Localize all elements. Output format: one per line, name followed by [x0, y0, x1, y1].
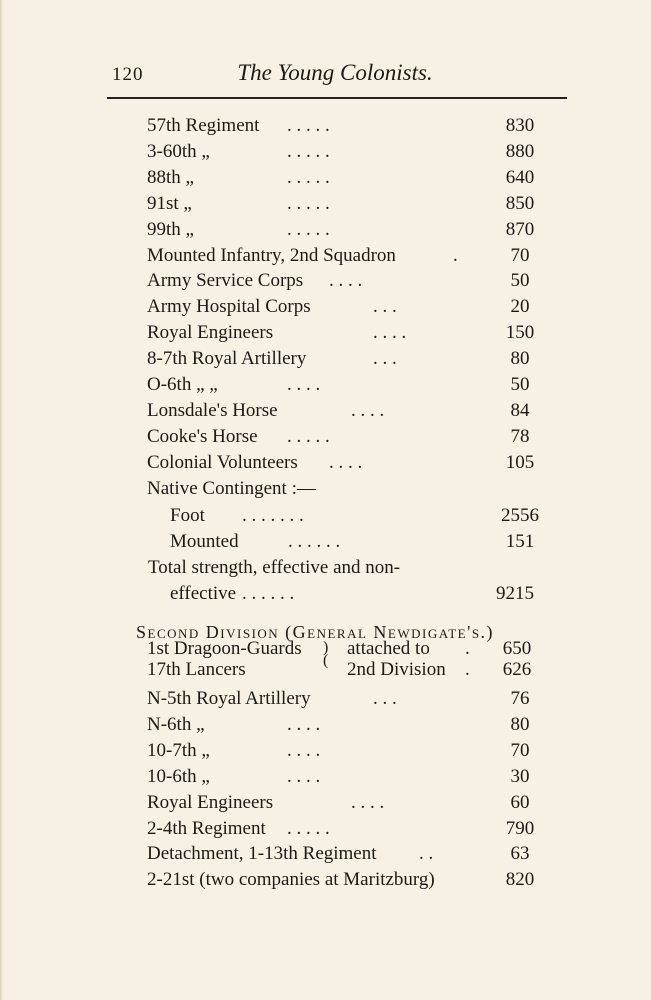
leader-dots: . . . .	[287, 713, 321, 735]
leader-dots: .	[465, 659, 470, 680]
row-value: 80	[510, 348, 530, 370]
row-value: 150	[505, 322, 535, 344]
leader-dots: . . . .	[287, 765, 321, 787]
row-label: Mounted Infantry, 2nd Squadron	[147, 244, 396, 266]
table-row	[147, 738, 567, 764]
row-label: 2-4th Regiment	[147, 817, 266, 839]
table-row	[147, 764, 567, 790]
row-label: Royal Engineers	[147, 322, 274, 344]
row-label: 57th Regiment	[147, 115, 260, 136]
table-row	[147, 816, 567, 842]
row-label: 1st Dragoon-Guards	[147, 638, 302, 659]
leader-dots: . . . . . . .	[242, 505, 304, 526]
attached-note: attached to	[347, 638, 430, 659]
table-row	[147, 268, 567, 294]
row-label: Native Contingent :—	[147, 477, 316, 499]
row-value: 30	[510, 765, 530, 787]
table-row	[147, 165, 567, 191]
brace-mark: ) (	[323, 639, 329, 669]
row-value: 63	[510, 843, 530, 865]
row-value: 50	[510, 374, 530, 395]
table-row	[170, 529, 590, 555]
table-row	[147, 790, 567, 816]
row-value: 820	[505, 869, 535, 891]
row-label: Royal Engineers	[147, 791, 274, 813]
leader-dots: . . .	[373, 348, 397, 370]
table-row	[147, 243, 567, 269]
row-label: 2-21st (two companies at Maritzburg)	[147, 869, 435, 891]
row-label: 10-6th „	[147, 765, 210, 787]
row-label: O-6th „ „	[147, 374, 218, 395]
leader-dots: . . .	[373, 688, 397, 709]
row-value: 60	[510, 791, 530, 813]
row-label: Foot	[170, 505, 205, 526]
table-row	[147, 476, 567, 502]
table-row	[147, 424, 567, 450]
leader-dots: . . . .	[287, 739, 321, 761]
leader-dots: . . .	[373, 296, 397, 318]
leader-dots: . . . .	[351, 399, 385, 421]
row-value: 76	[510, 688, 530, 709]
division-note: 2nd Division	[347, 659, 446, 680]
row-value: 850	[505, 192, 535, 214]
row-value: 20	[510, 296, 530, 318]
table-row	[147, 450, 567, 476]
row-label: 17th Lancers	[147, 659, 246, 680]
table-row	[147, 294, 567, 320]
table-row	[170, 503, 590, 529]
row-value: 105	[505, 451, 535, 473]
row-value: 70	[510, 244, 530, 266]
leader-dots: . . . .	[373, 322, 407, 344]
row-label: Mounted	[170, 531, 239, 552]
table-row	[147, 113, 567, 139]
total-label-line2: effective	[170, 583, 237, 604]
row-label: 99th „	[147, 218, 194, 240]
page-number: 120	[112, 64, 144, 85]
row-value: 880	[505, 140, 535, 162]
leader-dots: . . . . .	[287, 115, 330, 136]
row-value: 78	[510, 425, 530, 447]
total-label-line1: Total strength, effective and non-	[148, 557, 401, 578]
total-leader-dots: . . . . . .	[242, 583, 295, 604]
table-row	[147, 346, 567, 372]
row-label: 8-7th Royal Artillery	[147, 348, 307, 370]
leader-dots: . . . . . .	[288, 531, 341, 552]
table-row	[147, 712, 567, 738]
table-row	[147, 320, 567, 346]
row-label: 91st „	[147, 192, 192, 214]
row-value: 80	[510, 713, 530, 735]
page-edge	[0, 0, 3, 1000]
leader-dots: . . . . .	[287, 218, 330, 240]
second-division-heading: Second Division (General Newdigate's.)	[136, 622, 495, 642]
row-label: 10-7th „	[147, 739, 210, 761]
total-line-2	[170, 581, 550, 607]
running-title: The Young Colonists.	[237, 60, 433, 85]
leader-dots: . . . . .	[287, 192, 330, 214]
lancers-row	[147, 657, 567, 683]
leader-dots: . . . .	[329, 270, 363, 292]
row-label: Lonsdale's Horse	[147, 399, 278, 421]
table-row	[147, 191, 567, 217]
table-row	[147, 841, 567, 867]
leader-dots: . . . . .	[287, 166, 330, 188]
leader-dots: . . . .	[351, 791, 385, 813]
row-label: Colonial Volunteers	[147, 451, 298, 473]
table-row	[147, 867, 567, 893]
table-row	[147, 372, 567, 398]
row-value: 2556	[501, 505, 539, 526]
row-label: 3-60th „	[147, 140, 210, 162]
row-label: N-5th Royal Artillery	[147, 688, 311, 709]
header-rule	[107, 97, 567, 99]
leader-dots: . . . .	[329, 451, 363, 473]
table-row	[147, 217, 567, 243]
total-value: 9215	[496, 583, 534, 604]
row-value: 50	[510, 270, 530, 292]
row-value: 640	[505, 166, 535, 188]
row-value: 650	[502, 638, 532, 659]
row-value: 626	[502, 659, 532, 680]
row-value: 830	[505, 115, 535, 136]
row-value: 870	[505, 218, 535, 240]
row-value: 84	[510, 399, 530, 421]
table-row	[147, 139, 567, 165]
table-row	[147, 398, 567, 424]
row-value: 151	[505, 531, 535, 552]
table-row	[147, 686, 567, 712]
row-value: 790	[505, 817, 535, 839]
leader-dots: .	[465, 638, 470, 659]
row-label: Detachment, 1-13th Regiment	[147, 843, 377, 865]
row-label: N-6th „	[147, 713, 205, 735]
row-label: 88th „	[147, 166, 194, 188]
row-label: Cooke's Horse	[147, 425, 258, 447]
leader-dots: . . . . .	[287, 425, 330, 447]
leader-dots: .	[453, 244, 458, 266]
running-header	[112, 58, 558, 90]
leader-dots: . .	[419, 843, 434, 865]
row-value: 70	[510, 739, 530, 761]
leader-dots: . . . . .	[287, 817, 330, 839]
leader-dots: . . . .	[287, 374, 321, 395]
leader-dots: . . . . .	[287, 140, 330, 162]
row-label: Army Hospital Corps	[147, 296, 311, 318]
row-label: Army Service Corps	[147, 270, 304, 292]
